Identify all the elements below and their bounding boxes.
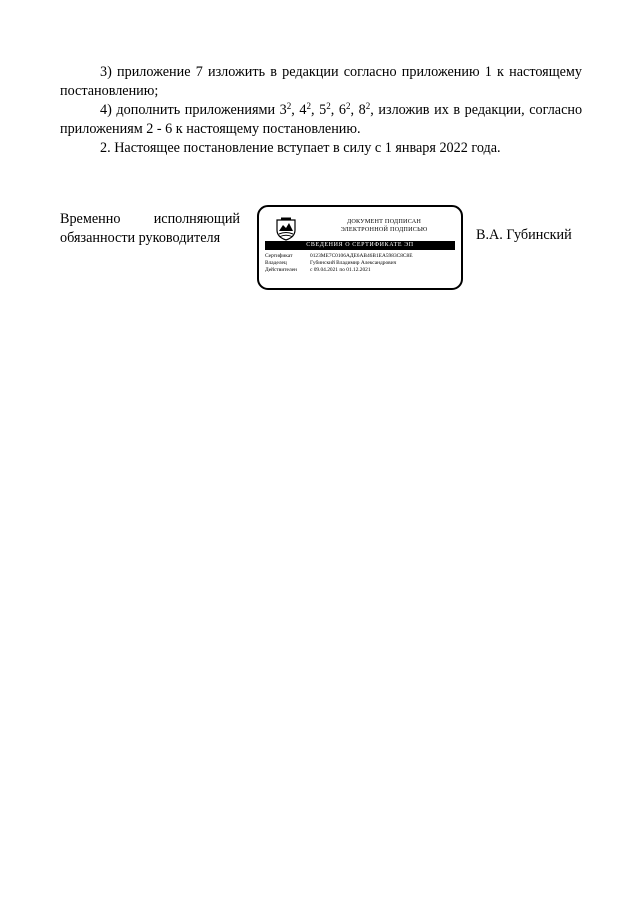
signatory-position-word: Временно <box>60 211 121 227</box>
stamp-header-line: ДОКУМЕНТ ПОДПИСАН <box>346 218 422 225</box>
paragraph-item-3-text: 3) приложение 7 изложить в редакции согласно приложению 1 к настоящему постановлению; <box>60 64 582 99</box>
paragraph-item-3 <box>60 63 582 101</box>
stamp-details <box>265 253 413 275</box>
superscript: 2 <box>306 101 311 111</box>
superscript: 2 <box>365 101 371 111</box>
signatory-position <box>60 210 240 248</box>
paragraph-item-4-part: , 5 <box>311 102 327 118</box>
superscript: 2 <box>346 101 351 111</box>
stamp-certificate-bar: СВЕДЕНИЯ О СЕРТИФИКАТЕ ЭП <box>265 241 455 250</box>
paragraph-item-2 <box>60 139 582 158</box>
paragraph-item-4-part: , 8 <box>350 102 366 118</box>
superscript: 2 <box>286 101 292 111</box>
stamp-header <box>309 218 459 233</box>
signatory-name: В.А. Губинский <box>476 227 572 243</box>
paragraph-item-2-text: 2. Настоящее постановление вступает в силу с 1 января 2022 года. <box>100 140 501 156</box>
stamp-header-line: ЭЛЕКТРОННОЙ ПОДПИСЬЮ <box>340 225 428 233</box>
stamp-row-key: Владелец <box>265 260 287 267</box>
stamp-row-value: 0123МЕ7С0106АДЕ6АВ46В1ЕА5983С8С8Е <box>310 253 413 259</box>
signatory-position-line2: обязанности руководителя <box>60 230 221 246</box>
paragraph-item-4 <box>60 101 582 139</box>
paragraph-item-4-prefix: 4) дополнить приложениями 3 <box>100 102 287 118</box>
signatory-position-word: исполняющий <box>153 211 240 227</box>
stamp-row-value: с 09.04.2021 по 01.12.2021 <box>310 267 371 274</box>
stamp-row-key: Сертификат <box>265 253 293 259</box>
paragraph-item-4-part: , 4 <box>291 102 307 118</box>
paragraph-item-4-part: , 6 <box>330 102 346 118</box>
electronic-signature-stamp <box>257 205 463 290</box>
coat-of-arms-icon <box>275 217 297 241</box>
superscript: 2 <box>326 101 331 111</box>
stamp-row-value: Губинский Владимир Александрович <box>310 260 397 267</box>
stamp-row-validity <box>265 267 413 274</box>
signatory-position-line1 <box>60 210 240 229</box>
paragraph-item-4-suffix: , изложив их в редакции, согласно приложениям 2 - 6 к настоящему постановлению. <box>60 102 583 137</box>
stamp-row-key: Действителен <box>265 267 297 274</box>
